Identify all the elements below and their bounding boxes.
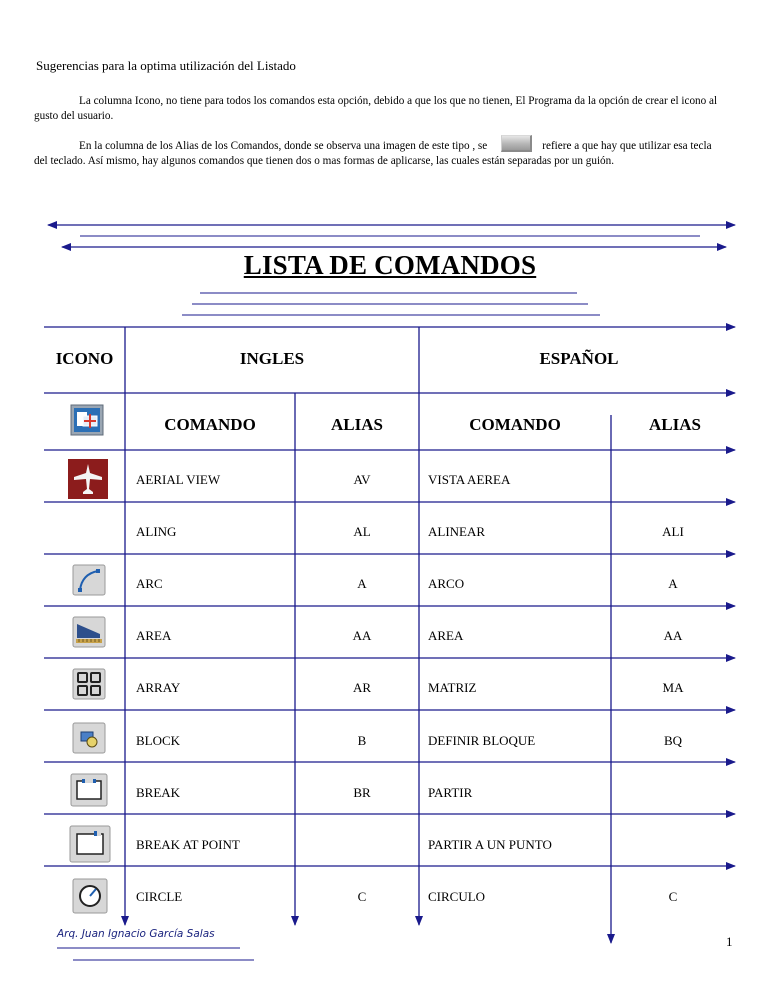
arc-icon (72, 564, 106, 596)
row-4-alias-en: AR (352, 680, 372, 695)
area-icon (72, 616, 106, 648)
intro-paragraph-2-text-b: refiere a que hay que utilizar esa tecla del teclado. Así mismo, hay algunos comandos que tienen dos o mas formas de aplicarse, las cuales están separadas por un guión. (34, 140, 712, 167)
circle-icon (72, 878, 108, 914)
row-7-command-en: BREAK AT POINT (136, 837, 240, 852)
row-8-command-es: CIRCULO (428, 889, 486, 904)
break-icon (70, 773, 108, 807)
aerial-view-icon (68, 459, 108, 499)
header-comando-es: COMANDO (469, 415, 561, 434)
row-5-alias-es: BQ (663, 733, 683, 748)
row-5-alias-en: B (357, 733, 367, 748)
row-5-command-es: DEFINIR BLOQUE (428, 733, 536, 748)
row-8-alias-es: C (668, 889, 678, 904)
row-4-alias-es: MA (662, 680, 684, 695)
row-3-alias-en: AA (352, 628, 372, 643)
row-0-alias-en: AV (353, 472, 371, 487)
row-5-command-en: BLOCK (136, 733, 181, 748)
header-icono: ICONO (55, 349, 114, 368)
header-ingles: INGLES (239, 349, 305, 368)
row-8-command-en: CIRCLE (136, 889, 183, 904)
row-3-alias-es: AA (663, 628, 683, 643)
break-at-point-icon (69, 825, 111, 863)
row-0-command-es: VISTA AEREA (428, 472, 511, 487)
row-7-command-es: PARTIR A UN PUNTO (428, 837, 552, 852)
intro-title: Sugerencias para la optima utilización del Listado (36, 58, 296, 73)
row-1-alias-es: ALI (662, 524, 684, 539)
header-alias-en: ALIAS (331, 415, 383, 434)
intro-paragraph-1-text: La columna Icono, no tiene para todos los comandos esta opción, debido a que los que no tienen, El Programa da la opción de crear el icono al gusto del usuario. (34, 95, 718, 122)
row-3-command-es: AREA (428, 628, 464, 643)
row-1-command-es: ALINEAR (428, 524, 486, 539)
page-title: LISTA DE COMANDOS (243, 250, 537, 280)
page-number: 1 (726, 934, 733, 949)
array-icon (72, 668, 106, 700)
header-alias-es: ALIAS (649, 415, 701, 434)
row-2-alias-en: A (357, 576, 367, 591)
row-6-alias-en: BR (353, 785, 371, 800)
row-3-command-en: AREA (136, 628, 172, 643)
block-icon (72, 722, 106, 754)
row-2-command-en: ARC (136, 576, 163, 591)
row-2-command-es: ARCO (428, 576, 465, 591)
row-6-command-es: PARTIR (428, 785, 473, 800)
row-8-alias-en: C (357, 889, 367, 904)
row-0-command-en: AERIAL VIEW (136, 472, 221, 487)
row-2-alias-es: A (668, 576, 678, 591)
header-espanol: ESPAÑOL (539, 349, 619, 368)
row-1-alias-en: AL (353, 524, 371, 539)
author-signature: Arq. Juan Ignacio García Salas (57, 928, 215, 940)
intro-paragraph-2-text-a: En la columna de los Alias de los Comandos, donde se observa una imagen de este tipo , se (79, 140, 488, 152)
properties-icon (70, 404, 104, 436)
row-4-command-en: ARRAY (136, 680, 181, 695)
header-comando-en: COMANDO (164, 415, 256, 434)
row-4-command-es: MATRIZ (428, 680, 477, 695)
row-6-command-en: BREAK (136, 785, 181, 800)
row-1-command-en: ALING (136, 524, 177, 539)
